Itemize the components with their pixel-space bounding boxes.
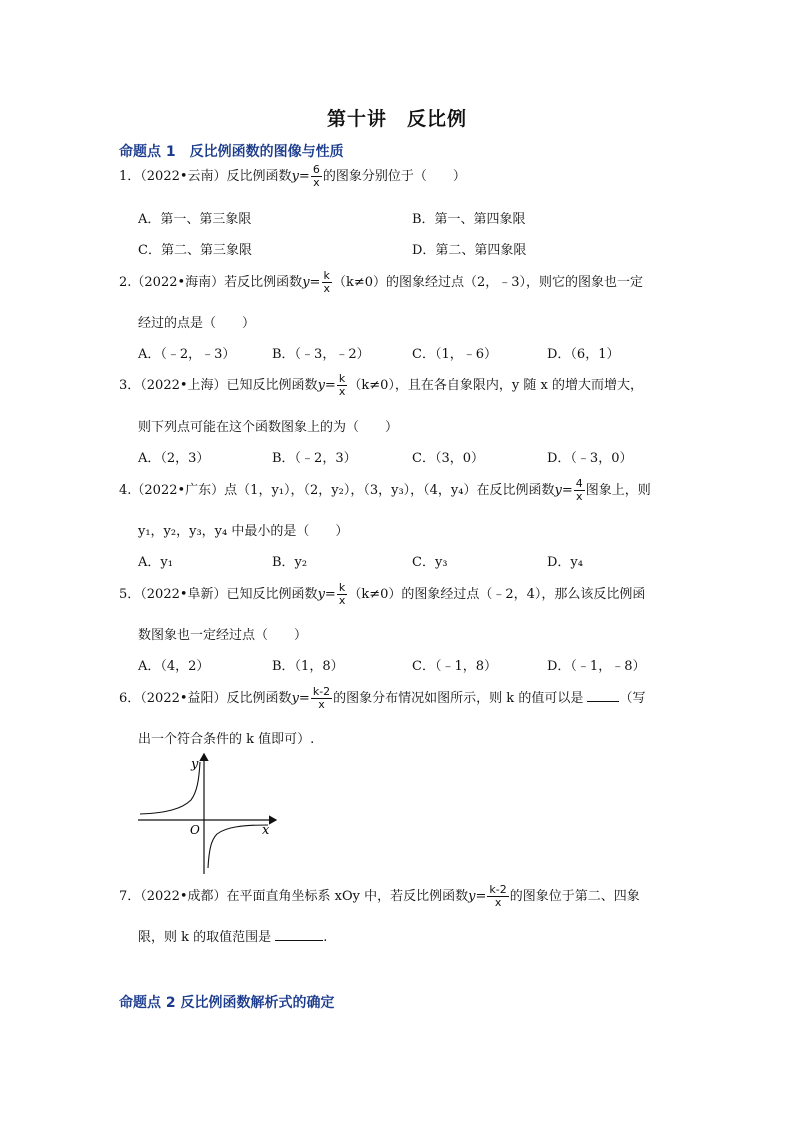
option-d: D．第二、第四象限 <box>412 243 527 258</box>
fraction: $\frac{k-2}{x}$ <box>312 685 331 711</box>
question-6-stem: 6．（2022•益阳）反比例函数y= $\frac{k-2}{x}$ 的图象分布情况如图所示，则 k 的值可以是 （写 <box>119 685 646 711</box>
option-d: D．y₄ <box>547 555 583 570</box>
question-4-line2: y₁，y₂，y₃，y₄ 中最小的是（ ） <box>138 524 349 539</box>
y-axis-label: y <box>191 757 199 772</box>
option-b: B．第一、第四象限 <box>412 212 526 227</box>
question-3-line2: 则下列点可能在这个函数图象上的为（ ） <box>138 420 399 435</box>
section-heading-2: 命题点 2 反比例函数解析式的确定 <box>119 995 335 1011</box>
question-5-line2: 数图象也一定经过点（ ） <box>138 628 308 643</box>
fraction: $\frac{k}{x}$ <box>338 581 346 607</box>
option-a: A．（2，3） <box>138 451 210 466</box>
option-d: D．（﹣3，0） <box>547 451 633 466</box>
fraction: $\frac{k}{x}$ <box>338 372 346 398</box>
fraction: $\frac{6}{x}$ <box>312 163 320 189</box>
question-7-line2: 限，则 k 的取值范围是 . <box>138 930 328 945</box>
option-c: C．（1，﹣6） <box>412 347 497 362</box>
option-c: C．（﹣1，8） <box>412 659 497 674</box>
x-axis-label: x <box>262 823 270 838</box>
option-a: A．（﹣2，﹣3） <box>138 347 236 362</box>
question-3-stem: 3．（2022•上海）已知反比例函数y= $\frac{k}{x}$ （k≠0），且在各自象限内，y 随 x 的增大而增大， <box>119 372 643 398</box>
fraction: $\frac{4}{x}$ <box>575 477 583 503</box>
fraction: $\frac{k}{x}$ <box>323 269 330 295</box>
option-d: D．（6，1） <box>547 347 620 362</box>
answer-blank <box>275 940 323 941</box>
option-c: C．第二、第三象限 <box>138 243 252 258</box>
answer-blank <box>587 701 619 702</box>
question-2-line2: 经过的点是（ ） <box>138 316 256 331</box>
option-a: A．第一、第三象限 <box>138 212 252 227</box>
option-d: D．（﹣1，﹣8） <box>547 659 646 674</box>
option-b: B．y₂ <box>272 555 308 570</box>
option-a: A．y₁ <box>138 555 173 570</box>
question-6-line2: 出一个符合条件的 k 值即可）. <box>138 732 315 747</box>
question-5-stem: 5．（2022•阜新）已知反比例函数y= $\frac{k}{x}$ （k≠0）的图象经过点（﹣2，4），那么该反比例函 <box>119 581 646 607</box>
fraction: $\frac{k-2}{x}$ <box>489 883 507 909</box>
question-7-stem: 7．（2022•成都）在平面直角坐标系 xOy 中，若反比例函数y= $\frac{k-2}{x}$ 的图象位于第二、四象 <box>119 883 640 909</box>
option-a: A．（4，2） <box>138 659 210 674</box>
option-c: C．y₃ <box>412 555 448 570</box>
option-b: B．（﹣2，3） <box>272 451 357 466</box>
page-title: 第十讲 反比例 <box>326 108 467 130</box>
option-b: B．（﹣3，﹣2） <box>272 347 370 362</box>
origin-label: O <box>190 823 200 837</box>
section-heading-1: 命题点 1 反比例函数的图像与性质 <box>119 144 344 160</box>
hyperbola-branch-quadrant-4 <box>208 825 268 868</box>
question-4-stem: 4.（2022•广东）点（1，y₁），（2，y₂），（3，y₃），（4，y₄）在反比例函数y= $\frac{4}{x}$ 图象上，则 <box>119 477 651 503</box>
option-b: B．（1，8） <box>272 659 344 674</box>
option-c: C．（3，0） <box>412 451 484 466</box>
question-1-stem: 1．（2022•云南）反比例函数y= $\frac{6}{x}$ 的图象分别位于（ ） <box>119 163 466 189</box>
question-2-stem: 2.（2022•海南）若反比例函数y= $\frac{k}{x}$ （k≠0）的图象经过点（2，﹣3），则它的图象也一定 <box>119 269 644 295</box>
hyperbola-graph <box>136 752 282 876</box>
